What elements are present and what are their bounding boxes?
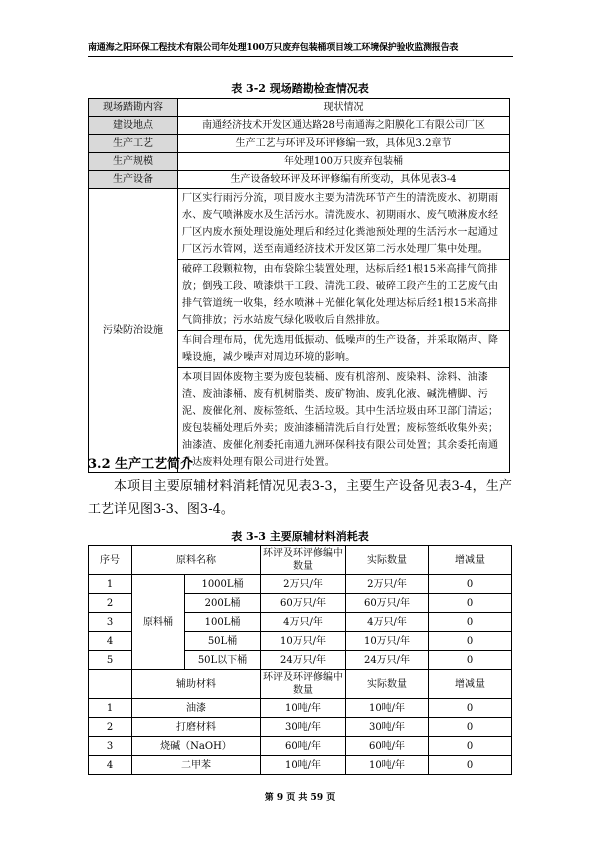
cell-name: 油漆 <box>132 699 261 718</box>
cell-name: 1000L桶 <box>185 575 261 594</box>
header-cell: 环评及环评修编中数量 <box>261 546 346 575</box>
table-row <box>89 117 510 135</box>
cell-name: 100L桶 <box>185 613 261 632</box>
cell-name: 二甲苯 <box>132 756 261 775</box>
table-3-3-caption: 表 3-3 主要原辅材料消耗表 <box>231 530 369 543</box>
table-3-2-caption: 表 3-2 现场踏勘检查情况表 <box>231 82 369 95</box>
header-cell-empty <box>89 670 132 699</box>
cell-diff: 0 <box>429 699 512 718</box>
cell-index: 1 <box>89 575 132 594</box>
solid-waste-text: 本项目固体废物主要为废包装桶、废有机溶剂、废染料、涂料、油漆渣、废油漆桶、废有机树脂类、废矿物油、废乳化液、碱洗槽脚、污泥、废催化剂、废标签纸、生活垃圾。其中生活垃圾由环卫部门清运；废包装桶处理后外卖；废油漆桶清洗后自行处置；废标签纸收集外卖；油漆渣、废催化剂委托南通九洲环保科技有限公司处置；其余委托南通升达废料处理有限公司进行处置。 <box>178 368 510 473</box>
cell-diff: 0 <box>429 737 512 756</box>
cell-index: 3 <box>89 737 132 756</box>
table-row <box>89 756 512 775</box>
header-cell: 实际数量 <box>346 670 429 699</box>
header-cell: 原料名称 <box>132 546 261 575</box>
page-header: 南通海之阳环保工程技术有限公司年处理100万只废弃包装桶项目竣工环境保护验收监测报告表 <box>88 40 513 57</box>
header-cell: 现场踏勘内容 <box>89 99 178 117</box>
pollution-label: 污染防治设施 <box>89 189 178 473</box>
cell-name: 50L桶 <box>185 632 261 651</box>
cell-plan: 10吨/年 <box>261 756 346 775</box>
row-value: 生产工艺与环评及环评修编一致，具体见3.2章节 <box>178 135 510 153</box>
table-row <box>89 718 512 737</box>
cell-index: 2 <box>89 718 132 737</box>
table-row <box>89 575 512 594</box>
cell-diff: 0 <box>429 651 512 670</box>
table-header-row <box>89 546 512 575</box>
cell-plan: 60吨/年 <box>261 737 346 756</box>
body-paragraph: 本项目主要原辅材料消耗情况见表3-3，主要生产设备见表3-4，生产工艺详见图3-3、图3-4。 <box>88 479 512 517</box>
materials-table <box>88 545 512 775</box>
cell-index: 4 <box>89 756 132 775</box>
header-cell: 实际数量 <box>346 546 429 575</box>
cell-plan: 30吨/年 <box>261 718 346 737</box>
cell-actual: 10吨/年 <box>346 756 429 775</box>
wastewater-text: 厂区实行雨污分流，项目废水主要为清洗环节产生的清洗废水、初期雨水、废气喷淋废水及生活污水。清洗废水、初期雨水、废气喷淋废水经厂区内废水预处理设施处理后和经过化粪池预处理的生活污水一起通过厂区污水管网，送至南通经济技术开发区第二污水处理厂集中处理。 <box>178 189 510 260</box>
cell-plan: 10吨/年 <box>261 699 346 718</box>
header-cell: 现状情况 <box>178 99 510 117</box>
cell-diff: 0 <box>429 594 512 613</box>
cell-actual: 60吨/年 <box>346 737 429 756</box>
cell-diff: 0 <box>429 632 512 651</box>
exhaust-text: 破碎工段颗粒物，由布袋除尘装置处理，达标后经1根15米高排气筒排放；倒残工段、喷漆烘干工段、清洗工段、破碎工段产生的工艺废气由排气管道统一收集，经水喷淋＋光催化氧化处理达标后经1根15米高排气筒排放；污水站废气绿化吸收后自然排放。 <box>178 260 510 331</box>
row-key: 生产规模 <box>89 153 178 171</box>
row-value: 南通经济技术开发区通达路28号南通海之阳膜化工有限公司厂区 <box>178 117 510 135</box>
row-key: 生产工艺 <box>89 135 178 153</box>
table-row <box>89 699 512 718</box>
cell-diff: 0 <box>429 718 512 737</box>
table-header-row <box>89 99 510 117</box>
cell-diff: 0 <box>429 613 512 632</box>
cell-plan: 60万只/年 <box>261 594 346 613</box>
header-cell: 环评及环评修编中数量 <box>261 670 346 699</box>
cell-diff: 0 <box>429 756 512 775</box>
cell-actual: 30吨/年 <box>346 718 429 737</box>
cell-diff: 0 <box>429 575 512 594</box>
row-key: 生产设备 <box>89 171 178 189</box>
site-inspection-table <box>88 98 510 473</box>
cell-plan: 2万只/年 <box>261 575 346 594</box>
page-footer: 第 9 页 共 59 页 <box>264 793 336 803</box>
row-value: 生产设备较环评及环评修编有所变动，具体见表3-4 <box>178 171 510 189</box>
header-cell: 辅助材料 <box>132 670 261 699</box>
raw-group-label: 原料桶 <box>132 575 185 670</box>
cell-index: 2 <box>89 594 132 613</box>
cell-actual: 2万只/年 <box>346 575 429 594</box>
table-header-row <box>89 670 512 699</box>
header-cell: 增减量 <box>429 670 512 699</box>
cell-plan: 4万只/年 <box>261 613 346 632</box>
table-row <box>89 189 510 260</box>
table-row <box>89 135 510 153</box>
table-row <box>89 153 510 171</box>
cell-name: 50L以下桶 <box>185 651 261 670</box>
cell-actual: 24万只/年 <box>346 651 429 670</box>
noise-text: 车间合理布局，优先选用低振动、低噪声的生产设备，并采取隔声、降噪设施，减少噪声对周边环境的影响。 <box>178 331 510 368</box>
cell-plan: 24万只/年 <box>261 651 346 670</box>
cell-plan: 10万只/年 <box>261 632 346 651</box>
cell-name: 烧碱（NaOH） <box>132 737 261 756</box>
row-key: 建设地点 <box>89 117 178 135</box>
cell-index: 1 <box>89 699 132 718</box>
table-row <box>89 737 512 756</box>
cell-actual: 60万只/年 <box>346 594 429 613</box>
cell-index: 5 <box>89 651 132 670</box>
row-value: 年处理100万只废弃包装桶 <box>178 153 510 171</box>
header-cell: 序号 <box>89 546 132 575</box>
section-title: 3.2 生产工艺简介 <box>88 457 194 472</box>
cell-actual: 10吨/年 <box>346 699 429 718</box>
cell-actual: 4万只/年 <box>346 613 429 632</box>
cell-name: 打磨材料 <box>132 718 261 737</box>
header-cell: 增减量 <box>429 546 512 575</box>
cell-name: 200L桶 <box>185 594 261 613</box>
cell-index: 3 <box>89 613 132 632</box>
cell-actual: 10万只/年 <box>346 632 429 651</box>
table-row <box>89 171 510 189</box>
cell-index: 4 <box>89 632 132 651</box>
